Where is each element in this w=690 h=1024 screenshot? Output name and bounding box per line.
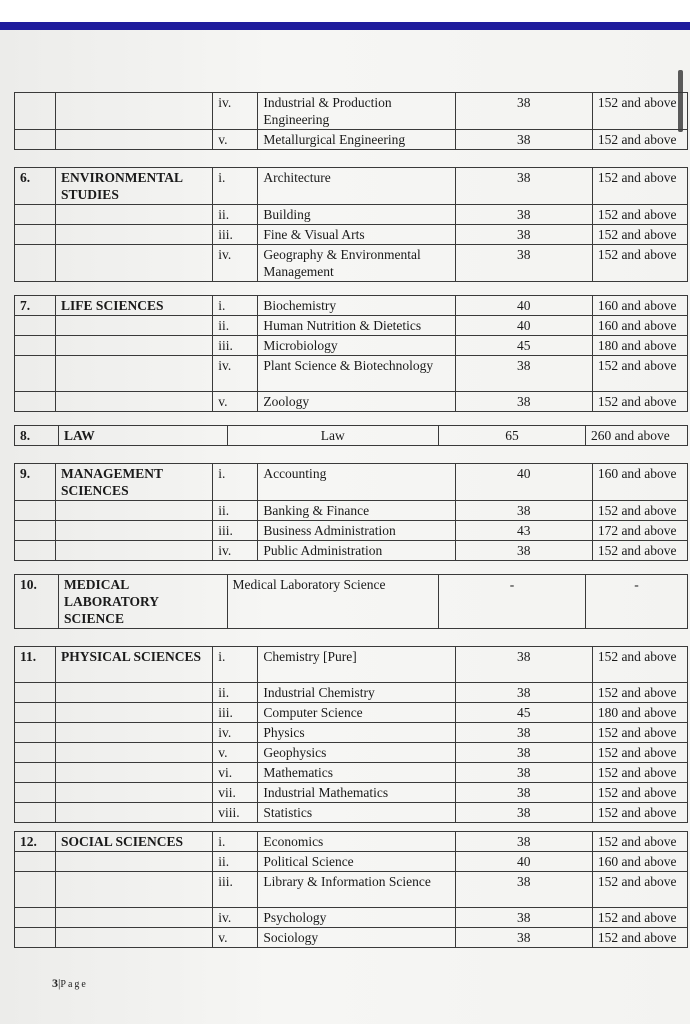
table-block-fragment (14, 92, 688, 150)
cell-score: 152 and above (592, 872, 687, 908)
cell-faculty: LIFE SCIENCES (56, 296, 213, 316)
table-block-section-8 (14, 425, 688, 446)
cell-dept: Microbiology (258, 336, 455, 356)
table-row (15, 647, 688, 683)
table-row (15, 501, 688, 521)
table-row (15, 541, 688, 561)
cell-dept: Library & Information Science (258, 872, 455, 908)
table-row (15, 168, 688, 205)
cell-score: 152 and above (592, 908, 687, 928)
cell-num: iii. (213, 703, 258, 723)
table-row (15, 803, 688, 823)
cell-score: - (586, 575, 688, 629)
cell-dept: Banking & Finance (258, 501, 455, 521)
table-row (15, 225, 688, 245)
cell-score: 172 and above (592, 521, 687, 541)
cell-faculty: ENVIRONMENTAL STUDIES (56, 168, 213, 205)
cell-num: iv. (213, 93, 258, 130)
table-row (15, 296, 688, 316)
table-row (15, 336, 688, 356)
cell-min: 38 (455, 783, 592, 803)
table-row (15, 245, 688, 282)
cell-min: 38 (455, 93, 592, 130)
cell-no: 6. (15, 168, 56, 205)
cell-score: 152 and above (592, 723, 687, 743)
cell-min: 38 (455, 763, 592, 783)
table-row (15, 205, 688, 225)
cell-score: 152 and above (592, 501, 687, 521)
table-block-section-11 (14, 646, 688, 823)
table-block-section-9 (14, 463, 688, 561)
cell-num: viii. (213, 803, 258, 823)
cell-min: 38 (455, 130, 592, 150)
cell-score: 180 and above (592, 703, 687, 723)
cell-num: ii. (213, 501, 258, 521)
cell-num: i. (213, 832, 258, 852)
table-row (15, 130, 688, 150)
cell-num: i. (213, 168, 258, 205)
cell-dept: Human Nutrition & Dietetics (258, 316, 455, 336)
page-number: 3 (52, 976, 58, 990)
cell-min: 38 (455, 168, 592, 205)
cell-num: v. (213, 928, 258, 948)
cell-min: 38 (455, 501, 592, 521)
cell-dept: Physics (258, 723, 455, 743)
cell-score: 152 and above (592, 928, 687, 948)
table-row (15, 783, 688, 803)
cell-min: 38 (455, 872, 592, 908)
cell-faculty (56, 93, 213, 130)
cell-num: ii. (213, 852, 258, 872)
table-row (15, 928, 688, 948)
table-row (15, 575, 688, 629)
cell-min: 38 (455, 928, 592, 948)
cell-min: 43 (455, 521, 592, 541)
cell-dept: Accounting (258, 464, 455, 501)
cell-no (15, 130, 56, 150)
table-row (15, 392, 688, 412)
cell-min: 40 (455, 296, 592, 316)
cell-num: i. (213, 296, 258, 316)
page-footer (52, 976, 88, 991)
cell-num: i. (213, 464, 258, 501)
cell-min: 38 (455, 245, 592, 282)
cell-dept: Computer Science (258, 703, 455, 723)
cell-score: 152 and above (592, 168, 687, 205)
cell-no: 10. (15, 575, 59, 629)
cell-num: v. (213, 392, 258, 412)
cell-dept: Industrial Mathematics (258, 783, 455, 803)
cell-min: 38 (455, 683, 592, 703)
cell-dept: Biochemistry (258, 296, 455, 316)
cell-min: 38 (455, 356, 592, 392)
cell-num: ii. (213, 683, 258, 703)
cell-faculty (56, 130, 213, 150)
cell-faculty: PHYSICAL SCIENCES (56, 647, 213, 683)
cell-no: 7. (15, 296, 56, 316)
cell-score: 152 and above (592, 356, 687, 392)
cell-dept: Metallurgical Engineering (258, 130, 455, 150)
cell-min: 38 (455, 803, 592, 823)
cell-min: 40 (455, 852, 592, 872)
cell-min: 38 (455, 832, 592, 852)
table-row (15, 464, 688, 501)
table-row (15, 703, 688, 723)
cell-num: vii. (213, 783, 258, 803)
cell-num: i. (213, 647, 258, 683)
table-row (15, 872, 688, 908)
cell-num: v. (213, 743, 258, 763)
cell-min: 45 (455, 703, 592, 723)
cell-no: 9. (15, 464, 56, 501)
cell-num: iii. (213, 521, 258, 541)
cell-num: iv. (213, 723, 258, 743)
page-word: Page (60, 979, 88, 990)
cell-num: iii. (213, 336, 258, 356)
cell-dept: Industrial Chemistry (258, 683, 455, 703)
cell-min: - (438, 575, 585, 629)
cell-score: 260 and above (586, 426, 688, 446)
cell-min: 40 (455, 464, 592, 501)
cell-min: 38 (455, 541, 592, 561)
status-bar (0, 0, 690, 22)
table-row (15, 316, 688, 336)
table-block-section-6 (14, 167, 688, 282)
cell-dept: Sociology (258, 928, 455, 948)
table-row (15, 908, 688, 928)
cell-score: 152 and above (592, 647, 687, 683)
cell-num: iii. (213, 225, 258, 245)
cell-dept: Plant Science & Biotechnology (258, 356, 455, 392)
table-block-section-7 (14, 295, 688, 412)
cell-score: 152 and above (592, 245, 687, 282)
table-row (15, 683, 688, 703)
cell-dept: Law (227, 426, 438, 446)
cell-score: 152 and above (592, 130, 687, 150)
cell-dept: Building (258, 205, 455, 225)
cell-score: 152 and above (592, 832, 687, 852)
cell-num: iv. (213, 356, 258, 392)
cell-no: 8. (15, 426, 59, 446)
cell-dept: Fine & Visual Arts (258, 225, 455, 245)
cell-score: 152 and above (592, 225, 687, 245)
cell-num: vi. (213, 763, 258, 783)
cell-dept: Architecture (258, 168, 455, 205)
table-row (15, 743, 688, 763)
cell-num: iv. (213, 245, 258, 282)
cell-dept: Political Science (258, 852, 455, 872)
cell-dept: Medical Laboratory Science (227, 575, 438, 629)
table-block-section-12 (14, 831, 688, 948)
cell-dept: Zoology (258, 392, 455, 412)
cell-dept: Geography & Environmental Management (258, 245, 455, 282)
table-block-section-10 (14, 574, 688, 629)
cell-min: 38 (455, 392, 592, 412)
cell-score: 152 and above (592, 683, 687, 703)
cell-score: 152 and above (592, 763, 687, 783)
cell-faculty: MANAGEMENT SCIENCES (56, 464, 213, 501)
page-separator: | (58, 976, 61, 990)
cell-min: 38 (455, 647, 592, 683)
cell-min: 40 (455, 316, 592, 336)
cell-dept: Mathematics (258, 763, 455, 783)
table-row (15, 832, 688, 852)
cell-min: 38 (455, 205, 592, 225)
cell-dept: Industrial & Production Engineering (258, 93, 455, 130)
cell-score: 152 and above (592, 743, 687, 763)
table-row (15, 93, 688, 130)
cell-num: v. (213, 130, 258, 150)
cell-dept: Geophysics (258, 743, 455, 763)
cell-no: 11. (15, 647, 56, 683)
cell-num: ii. (213, 316, 258, 336)
table-row (15, 852, 688, 872)
table-row (15, 426, 688, 446)
cell-min: 65 (438, 426, 585, 446)
table-row (15, 723, 688, 743)
cell-dept: Psychology (258, 908, 455, 928)
cell-min: 38 (455, 723, 592, 743)
table-row (15, 763, 688, 783)
cell-score: 152 and above (592, 541, 687, 561)
table-row (15, 521, 688, 541)
cell-min: 45 (455, 336, 592, 356)
cell-no: 12. (15, 832, 56, 852)
cell-score: 160 and above (592, 296, 687, 316)
cell-score: 160 and above (592, 464, 687, 501)
cell-score: 152 and above (592, 803, 687, 823)
table-row (15, 356, 688, 392)
cell-dept: Statistics (258, 803, 455, 823)
cell-num: iv. (213, 908, 258, 928)
cell-num: iv. (213, 541, 258, 561)
cell-no (15, 93, 56, 130)
cell-num: ii. (213, 205, 258, 225)
header-band (0, 22, 690, 30)
cell-score: 160 and above (592, 316, 687, 336)
cell-faculty: LAW (59, 426, 228, 446)
cell-num: iii. (213, 872, 258, 908)
cell-dept: Economics (258, 832, 455, 852)
cell-dept: Public Administration (258, 541, 455, 561)
cell-score: 180 and above (592, 336, 687, 356)
cell-faculty: SOCIAL SCIENCES (56, 832, 213, 852)
cell-min: 38 (455, 225, 592, 245)
cell-score: 152 and above (592, 205, 687, 225)
cell-dept: Chemistry [Pure] (258, 647, 455, 683)
cell-score: 152 and above (592, 392, 687, 412)
cell-score: 152 and above (592, 783, 687, 803)
cell-min: 38 (455, 743, 592, 763)
cell-dept: Business Administration (258, 521, 455, 541)
cell-score: 160 and above (592, 852, 687, 872)
cell-score: 152 and above (592, 93, 687, 130)
cell-min: 38 (455, 908, 592, 928)
cell-faculty: MEDICAL LABORATORY SCIENCE (59, 575, 228, 629)
